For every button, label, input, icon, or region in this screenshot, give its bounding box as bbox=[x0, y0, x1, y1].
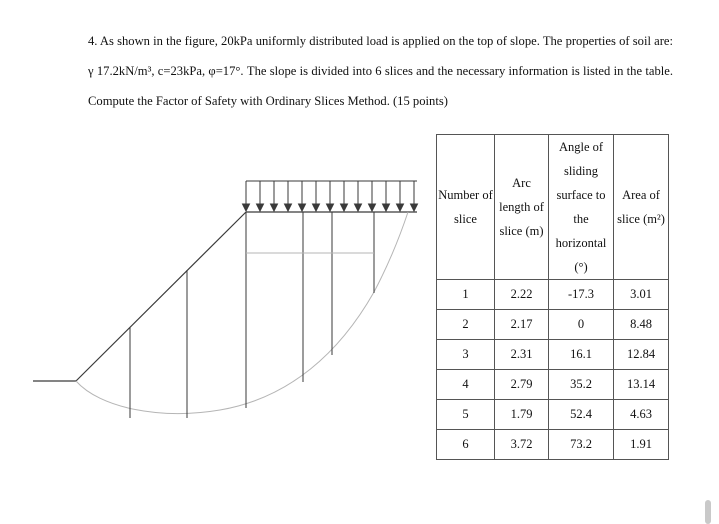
table-row bbox=[437, 430, 669, 460]
header-area: Area of slice (m²) bbox=[614, 135, 669, 280]
cell-slice-number: 4 bbox=[437, 370, 495, 400]
cell-area: 4.63 bbox=[614, 400, 669, 430]
table-row bbox=[437, 340, 669, 370]
cell-arc-length: 2.31 bbox=[495, 340, 549, 370]
cell-angle: 52.4 bbox=[549, 400, 614, 430]
slope-face bbox=[76, 212, 246, 381]
table-row bbox=[437, 370, 669, 400]
cell-arc-length: 1.79 bbox=[495, 400, 549, 430]
header-angle: Angle of sliding surface to the horizontal (°) bbox=[549, 135, 614, 280]
cell-angle: 35.2 bbox=[549, 370, 614, 400]
cell-angle: 16.1 bbox=[549, 340, 614, 370]
cell-arc-length: 2.17 bbox=[495, 310, 549, 340]
table-row bbox=[437, 280, 669, 310]
cell-angle: -17.3 bbox=[549, 280, 614, 310]
cell-area: 12.84 bbox=[614, 340, 669, 370]
table-row bbox=[437, 310, 669, 340]
slice-data-table bbox=[436, 134, 669, 460]
cell-arc-length: 3.72 bbox=[495, 430, 549, 460]
cell-area: 8.48 bbox=[614, 310, 669, 340]
header-arc-length: Arc length of slice (m) bbox=[495, 135, 549, 280]
cell-angle: 0 bbox=[549, 310, 614, 340]
cell-area: 1.91 bbox=[614, 430, 669, 460]
cell-angle: 73.2 bbox=[549, 430, 614, 460]
problem-text: 4. As shown in the figure, 20kPa uniformly distributed load is applied on the top of slope. The properties of soil are: γ 17.2kN/m³, c=23kPa, φ=17°. The slope is divided into 6 slices and the necessary information is listed in the table. Compute the Factor of Safety with Ordinary Slices Method. (15 points) bbox=[88, 34, 673, 108]
table-header-row bbox=[437, 135, 669, 280]
cell-slice-number: 2 bbox=[437, 310, 495, 340]
slip-arc bbox=[76, 212, 408, 413]
cell-arc-length: 2.22 bbox=[495, 280, 549, 310]
cell-slice-number: 6 bbox=[437, 430, 495, 460]
cell-slice-number: 3 bbox=[437, 340, 495, 370]
table-row bbox=[437, 400, 669, 430]
cell-area: 3.01 bbox=[614, 280, 669, 310]
down-arrow-icon bbox=[243, 181, 418, 211]
problem-statement bbox=[88, 26, 673, 116]
cell-slice-number: 1 bbox=[437, 280, 495, 310]
header-number-of-slice: Number of slice bbox=[437, 135, 495, 280]
cell-arc-length: 2.79 bbox=[495, 370, 549, 400]
cell-area: 13.14 bbox=[614, 370, 669, 400]
cell-slice-number: 5 bbox=[437, 400, 495, 430]
scrollbar-thumb[interactable] bbox=[705, 500, 711, 524]
